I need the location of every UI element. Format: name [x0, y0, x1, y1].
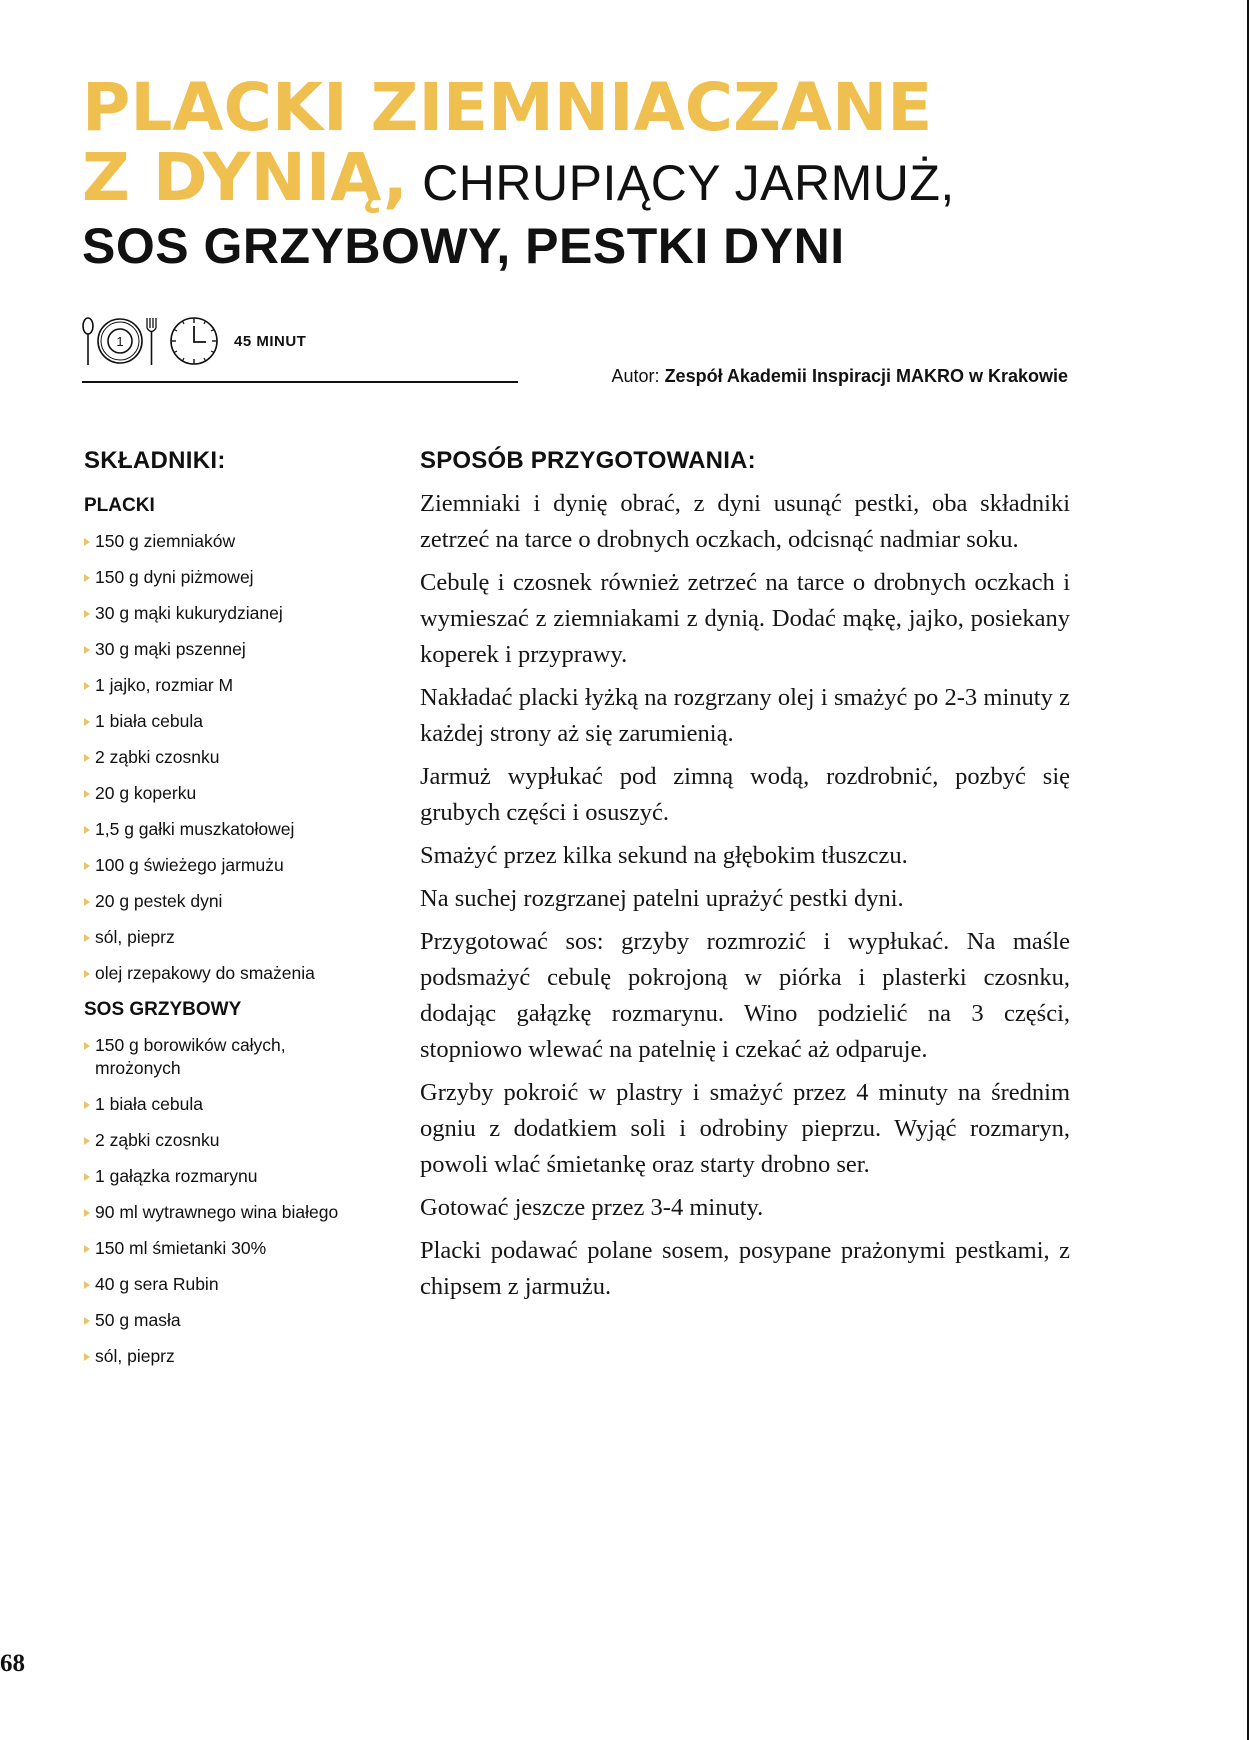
triangle-bullet-icon: [84, 1137, 90, 1145]
ingredient-group-title: SOS GRZYBOWY: [84, 999, 242, 1020]
triangle-bullet-icon: [84, 538, 90, 546]
ingredient-group-title: PLACKI: [84, 495, 155, 516]
page-number: 68: [0, 1650, 25, 1677]
ingredient-item: 2 ząbki czosnku: [84, 1129, 404, 1152]
ingredients-title: SKŁADNIKI:: [84, 447, 226, 474]
ingredient-item: 30 g mąki pszennej: [84, 638, 404, 661]
ingredient-item: 100 g świeżego jarmużu: [84, 854, 404, 877]
title-accent-line1: PLACKI ZIEMNIACZANE: [82, 69, 933, 146]
plate-cutlery-icon: [82, 315, 158, 367]
method-section: [420, 446, 1070, 1312]
ingredient-item: 2 ząbki czosnku: [84, 746, 404, 769]
clock-icon: [168, 315, 220, 367]
ingredient-item: 20 g pestek dyni: [84, 890, 404, 913]
ingredient-item: 150 g dyni piżmowej: [84, 566, 404, 589]
ingredient-item: 1,5 g gałki muszkatołowej: [84, 818, 404, 841]
ingredient-item: 50 g masła: [84, 1309, 404, 1332]
ingredient-item: 90 ml wytrawnego wina białego: [84, 1201, 404, 1224]
ingredient-group-placki: [84, 494, 404, 985]
ingredient-item: 150 ml śmietanki 30%: [84, 1237, 404, 1260]
author-label: Autor:: [611, 366, 665, 386]
triangle-bullet-icon: [84, 574, 90, 582]
triangle-bullet-icon: [84, 1173, 90, 1181]
prep-time: 45 MINUT: [234, 332, 307, 350]
ingredient-group-sos-grzybowy: [84, 998, 404, 1368]
svg-text:1: 1: [116, 334, 124, 349]
method-step: Placki podawać polane sosem, posypane prażonymi pestkami, z chipsem z jarmużu.: [420, 1237, 1070, 1300]
title-line3: SOS GRZYBOWY, PESTKI DYNI: [82, 218, 845, 274]
ingredient-item: 1 gałązka rozmarynu: [84, 1165, 404, 1188]
triangle-bullet-icon: [84, 862, 90, 870]
author-name: Zespół Akademii Inspiracji MAKRO w Krakowie: [664, 366, 1068, 386]
triangle-bullet-icon: [84, 790, 90, 798]
triangle-bullet-icon: [84, 682, 90, 690]
triangle-bullet-icon: [84, 1317, 90, 1325]
triangle-bullet-icon: [84, 1042, 90, 1050]
ingredients-section: [84, 446, 404, 1381]
ingredient-item: 20 g koperku: [84, 782, 404, 805]
method-step: Smażyć przez kilka sekund na głębokim tłuszczu.: [420, 842, 908, 869]
triangle-bullet-icon: [84, 934, 90, 942]
method-step: Nakładać placki łyżką na rozgrzany olej i smażyć po 2-3 minuty z każdej strony aż się zarumienią.: [420, 684, 1070, 747]
ingredient-item: sól, pieprz: [84, 926, 404, 949]
triangle-bullet-icon: [84, 718, 90, 726]
recipe-title: [82, 69, 982, 276]
ingredient-item: 150 g borowików całych, mrożonych: [84, 1034, 334, 1080]
triangle-bullet-icon: [84, 610, 90, 618]
triangle-bullet-icon: [84, 826, 90, 834]
triangle-bullet-icon: [84, 646, 90, 654]
method-step: Na suchej rozgrzanej patelni uprażyć pestki dyni.: [420, 885, 904, 912]
ingredient-item: 40 g sera Rubin: [84, 1273, 404, 1296]
title-rest-line2: CHRUPIĄCY JARMUŻ,: [407, 155, 955, 211]
ingredient-item: olej rzepakowy do smażenia: [84, 962, 404, 985]
ingredient-item: 150 g ziemniaków: [84, 530, 404, 553]
method-step: Jarmuż wypłukać pod zimną wodą, rozdrobnić, pozbyć się grubych części i osuszyć.: [420, 763, 1070, 826]
method-step: Grzyby pokroić w plastry i smażyć przez 4 minuty na średnim ogniu z dodatkiem soli i odrobiny pieprzu. Wyjąć rozmaryn, powoli wlać śmietankę oraz starty drobno ser.: [420, 1079, 1070, 1178]
ingredient-item: 1 biała cebula: [84, 710, 404, 733]
method-title: SPOSÓB PRZYGOTOWANIA:: [420, 447, 756, 474]
method-step: Ziemniaki i dynię obrać, z dyni usunąć pestki, oba składniki zetrzeć na tarce o drobnych oczkach, odcisnąć nadmiar soku.: [420, 490, 1070, 553]
ingredient-item: sól, pieprz: [84, 1345, 404, 1368]
ingredient-item: 1 jajko, rozmiar M: [84, 674, 404, 697]
method-step: Gotować jeszcze przez 3-4 minuty.: [420, 1194, 764, 1221]
ingredient-item: 1 biała cebula: [84, 1093, 404, 1116]
method-step: Cebulę i czosnek również zetrzeć na tarce o drobnych oczkach i wymieszać z ziemniakami z dynią. Dodać mąkę, jajko, posiekany koperek i przyprawy.: [420, 569, 1070, 668]
triangle-bullet-icon: [84, 1209, 90, 1217]
method-step: Przygotować sos: grzyby rozmrozić i wypłukać. Na maśle podsmażyć cebulę pokrojoną w piórka i plasterki czosnku, dodając gałązkę rozmarynu. Wino podzielić na 3 części, stopniowo wlewać na patelnię i czekać aż odparuje.: [420, 928, 1070, 1063]
header-divider: [82, 381, 518, 383]
triangle-bullet-icon: [84, 1281, 90, 1289]
recipe-meta: [82, 313, 306, 369]
triangle-bullet-icon: [84, 1245, 90, 1253]
page-edge-line: [1247, 0, 1249, 1740]
triangle-bullet-icon: [84, 970, 90, 978]
ingredient-item: 30 g mąki kukurydzianej: [84, 602, 404, 625]
triangle-bullet-icon: [84, 1353, 90, 1361]
title-accent-line2: Z DYNIĄ,: [82, 139, 408, 216]
triangle-bullet-icon: [84, 1101, 90, 1109]
author-credit: [612, 366, 1068, 387]
triangle-bullet-icon: [84, 754, 90, 762]
triangle-bullet-icon: [84, 898, 90, 906]
